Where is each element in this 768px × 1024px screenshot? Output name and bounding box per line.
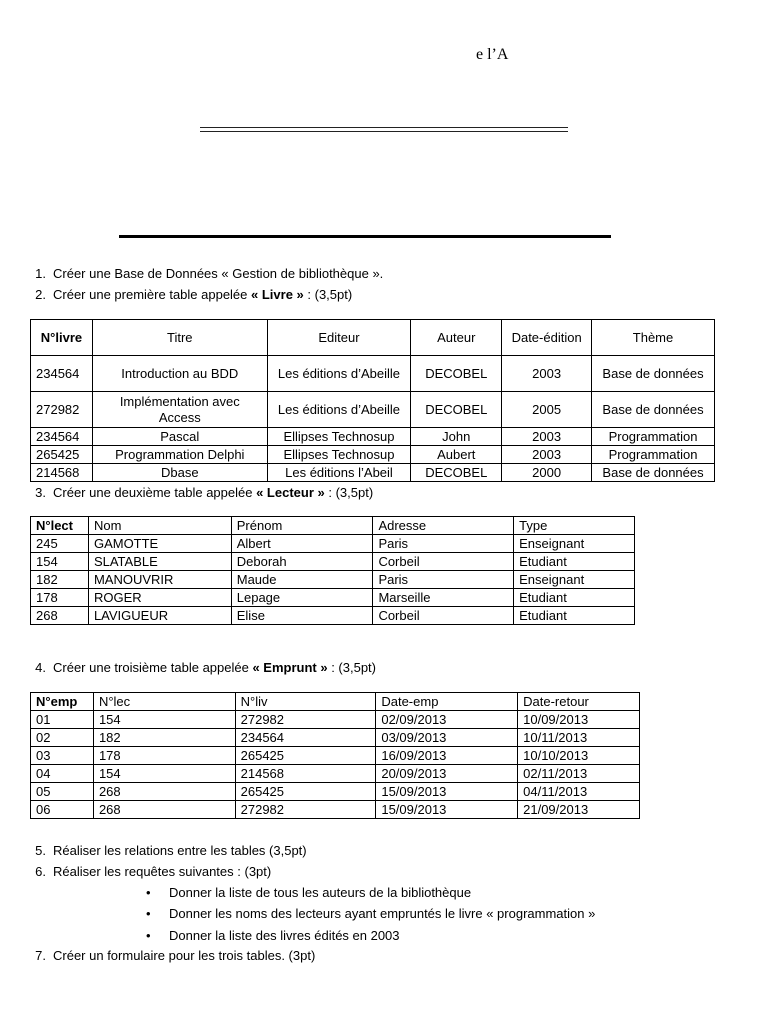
cell: Ellipses Technosup (267, 446, 411, 464)
table-row (31, 356, 715, 392)
cell: Base de données (592, 356, 715, 392)
table-header-row (31, 320, 715, 356)
cell: 245 (31, 535, 89, 553)
item-1 (24, 266, 383, 282)
cell: 182 (93, 729, 235, 747)
cell: Albert (231, 535, 373, 553)
bullet-icon: • (146, 906, 151, 921)
cell: 182 (31, 571, 89, 589)
table-emprunt (30, 692, 640, 819)
cell: Marseille (373, 589, 514, 607)
cell: Pascal (92, 428, 267, 446)
cell: 10/09/2013 (518, 711, 640, 729)
cell: 265425 (235, 747, 376, 765)
cell: 272982 (31, 392, 93, 428)
item-number: 7. (35, 948, 46, 963)
col-header: Auteur (411, 320, 502, 356)
cell: DECOBEL (411, 464, 502, 482)
cell: 2000 (502, 464, 592, 482)
cell: 214568 (31, 464, 93, 482)
col-header: Adresse (373, 517, 514, 535)
cell: 265425 (31, 446, 93, 464)
cell: Programmation (592, 428, 715, 446)
item-text: Créer un formulaire pour les trois tables. (3pt) (53, 948, 316, 963)
item-number: 1. (35, 266, 46, 281)
bullet-item (146, 928, 400, 944)
cell: Corbeil (373, 607, 514, 625)
item-number: 5. (35, 843, 46, 858)
cell: Les éditions l’Abeil (267, 464, 411, 482)
col-header: N°emp (31, 693, 94, 711)
double-rule (200, 127, 568, 132)
table-row (31, 553, 635, 571)
item-6 (24, 864, 271, 880)
cell: Deborah (231, 553, 373, 571)
cell: DECOBEL (411, 392, 502, 428)
bullet-icon: • (146, 928, 151, 943)
cell: 15/09/2013 (376, 783, 518, 801)
table-row (31, 801, 640, 819)
item-7 (24, 948, 315, 964)
cell: 05 (31, 783, 94, 801)
cell: Implémentation avec Access (92, 392, 267, 428)
col-header: N°liv (235, 693, 376, 711)
cell: 2003 (502, 356, 592, 392)
table-row (31, 446, 715, 464)
item-number: 6. (35, 864, 46, 879)
cell: 272982 (235, 711, 376, 729)
cell: 268 (31, 607, 89, 625)
table-row (31, 783, 640, 801)
cell: 268 (93, 783, 235, 801)
cell: 21/09/2013 (518, 801, 640, 819)
bullet-item (146, 906, 595, 922)
cell: 02 (31, 729, 94, 747)
cell: Enseignant (514, 535, 635, 553)
cell: 265425 (235, 783, 376, 801)
item-3 (24, 485, 373, 501)
item-2 (24, 287, 352, 303)
col-header: N°lec (93, 693, 235, 711)
cell: Paris (373, 571, 514, 589)
cell: 234564 (235, 729, 376, 747)
cell: Dbase (92, 464, 267, 482)
cell: 2003 (502, 446, 592, 464)
cell: 20/09/2013 (376, 765, 518, 783)
cell: 178 (31, 589, 89, 607)
item-number: 3. (35, 485, 46, 500)
cell: Programmation Delphi (92, 446, 267, 464)
cell: 02/09/2013 (376, 711, 518, 729)
cell: 01 (31, 711, 94, 729)
cell: ROGER (88, 589, 231, 607)
table-row (31, 535, 635, 553)
cell: Base de données (592, 392, 715, 428)
cell: Base de données (592, 464, 715, 482)
cell: 04/11/2013 (518, 783, 640, 801)
table-row (31, 464, 715, 482)
bullet-item (146, 885, 471, 901)
cell: 268 (93, 801, 235, 819)
cell: DECOBEL (411, 356, 502, 392)
cell: 234564 (31, 428, 93, 446)
cell: MANOUVRIR (88, 571, 231, 589)
bullet-icon: • (146, 885, 151, 900)
table-row (31, 607, 635, 625)
item-number: 2. (35, 287, 46, 302)
cell: 154 (31, 553, 89, 571)
col-header: Thème (592, 320, 715, 356)
col-header: Type (514, 517, 635, 535)
item-text: Réaliser les requêtes suivantes : (3pt) (53, 864, 272, 879)
bullet-text: Donner les noms des lecteurs ayant empruntés le livre « programmation » (169, 906, 596, 921)
col-header: Date-édition (502, 320, 592, 356)
table-row (31, 428, 715, 446)
item-text: Créer une troisième table appelée (53, 660, 253, 675)
item-text: Créer une Base de Données « Gestion de bibliothèque ». (53, 266, 384, 281)
col-header: Date-retour (518, 693, 640, 711)
cell: LAVIGUEUR (88, 607, 231, 625)
col-header: N°lect (31, 517, 89, 535)
cell: 06 (31, 801, 94, 819)
cell: 234564 (31, 356, 93, 392)
table-row (31, 589, 635, 607)
table-row (31, 711, 640, 729)
cell: 154 (93, 711, 235, 729)
table-lecteur (30, 516, 635, 625)
cell: Programmation (592, 446, 715, 464)
col-header: Titre (92, 320, 267, 356)
table-name-lecteur: « Lecteur » (256, 485, 325, 500)
header-fragment: e l’A (476, 46, 509, 63)
cell: Ellipses Technosup (267, 428, 411, 446)
cell: Introduction au BDD (92, 356, 267, 392)
cell: 214568 (235, 765, 376, 783)
item-points: : (3,5pt) (324, 485, 374, 500)
table-row (31, 729, 640, 747)
cell: 16/09/2013 (376, 747, 518, 765)
cell: 03 (31, 747, 94, 765)
cell: Etudiant (514, 589, 635, 607)
cell: Elise (231, 607, 373, 625)
cell: Etudiant (514, 607, 635, 625)
item-text: Créer une première table appelée (53, 287, 252, 302)
cell: 154 (93, 765, 235, 783)
cell: Les éditions d’Abeille (267, 392, 411, 428)
item-number: 4. (35, 660, 46, 675)
cell: SLATABLE (88, 553, 231, 571)
col-header: Nom (88, 517, 231, 535)
bullet-text: Donner la liste de tous les auteurs de la bibliothèque (169, 885, 472, 900)
table-row (31, 392, 715, 428)
cell: 2005 (502, 392, 592, 428)
table-header-row (31, 693, 640, 711)
table-row (31, 747, 640, 765)
table-name-emprunt: « Emprunt » (252, 660, 328, 675)
cell: Corbeil (373, 553, 514, 571)
cell: 15/09/2013 (376, 801, 518, 819)
item-text: Créer une deuxième table appelée (53, 485, 257, 500)
cell: 02/11/2013 (518, 765, 640, 783)
cell: 04 (31, 765, 94, 783)
cell: Les éditions d’Abeille (267, 356, 411, 392)
col-header: Date-emp (376, 693, 518, 711)
cell: Etudiant (514, 553, 635, 571)
cell: GAMOTTE (88, 535, 231, 553)
cell: 272982 (235, 801, 376, 819)
cell: Paris (373, 535, 514, 553)
table-name-livre: « Livre » (251, 287, 304, 302)
table-row (31, 765, 640, 783)
col-header: Prénom (231, 517, 373, 535)
cell: Maude (231, 571, 373, 589)
cell: 2003 (502, 428, 592, 446)
title-rule (119, 235, 611, 238)
cell: 03/09/2013 (376, 729, 518, 747)
cell: John (411, 428, 502, 446)
item-points: : (3,5pt) (303, 287, 353, 302)
table-row (31, 571, 635, 589)
cell: 10/10/2013 (518, 747, 640, 765)
cell: 178 (93, 747, 235, 765)
col-header: N°livre (31, 320, 93, 356)
item-5 (24, 843, 307, 859)
bullet-text: Donner la liste des livres édités en 2003 (169, 928, 400, 943)
table-header-row (31, 517, 635, 535)
item-4 (24, 660, 376, 676)
cell: Aubert (411, 446, 502, 464)
table-livre (30, 319, 715, 482)
cell: Enseignant (514, 571, 635, 589)
cell: Lepage (231, 589, 373, 607)
item-text: Réaliser les relations entre les tables (3,5pt) (53, 843, 307, 858)
item-points: : (3,5pt) (327, 660, 376, 675)
cell: 10/11/2013 (518, 729, 640, 747)
col-header: Editeur (267, 320, 411, 356)
